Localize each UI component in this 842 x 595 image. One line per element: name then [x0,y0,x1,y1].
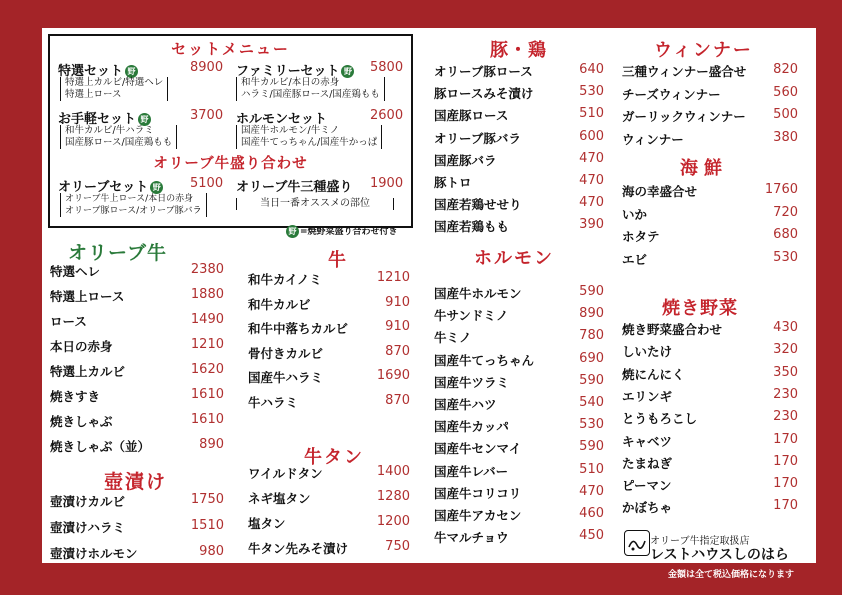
menu-item-price: 870 [385,343,410,359]
menu-item-price: 1620 [190,362,224,377]
footer-note: 金額は全て税込価格になります [668,570,795,580]
menu-item [622,387,798,407]
set-item-desc: 国産牛ホルモン/牛ミノ 国産牛てっちゃん/国産牛かっぱ [236,125,382,149]
tsubo-title: 壺漬け [104,471,168,493]
menu-item-price: 350 [773,364,798,380]
menu-item [50,262,224,282]
menu-item-price: 590 [579,439,604,455]
menu-item [622,182,798,202]
olive-beef-title: オリーブ牛 [68,242,168,264]
menu-item-price: 680 [773,227,798,242]
menu-item-name: ロース [50,314,87,329]
menu-item [434,151,604,171]
menu-item-name: 牛タン先みそ漬け [248,541,349,556]
menu-item [622,454,798,474]
menu-item-name: オリーブ豚ロース [434,64,533,79]
menu-item-price: 510 [579,106,604,122]
menu-item [434,484,604,504]
menu-item-name: 国産牛ハツ [434,397,497,412]
menu-item [622,107,798,127]
set-menu-box [48,34,413,228]
menu-item [622,498,798,518]
menu-item-price: 1490 [190,312,224,327]
set-menu-title: セットメニュー [171,40,290,58]
menu-item-name: 壺漬けカルビ [50,494,126,509]
shop-name: レストハウスしのはら [650,547,789,563]
set-item-olive-three [236,176,352,195]
veg-mark-icon: 野 [286,225,299,238]
menu-item-name: 国産若鶏せせり [434,197,522,213]
menu-item-price: 170 [773,453,798,469]
set-item-price: 3700 [190,108,224,123]
menu-item-price: 530 [579,417,604,433]
menu-item-name: 国産豚バラ [434,152,497,168]
menu-item [622,62,798,82]
menu-item-name: 牛ハラミ [248,394,299,410]
menu-item-name: エリンギ [622,388,673,404]
menu-item-price: 510 [579,461,604,477]
veg-note [286,224,398,238]
beef-title: 牛 [328,250,346,271]
menu-item-name: 和牛中落ちカルビ [248,321,349,336]
menu-item-price: 230 [773,386,798,402]
menu-item-name: 国産牛ホルモン [434,286,522,301]
menu-item [248,270,410,290]
menu-item-name: 焼きすき [50,389,101,404]
menu-item-name: 特選ヘレ [50,264,101,279]
menu-item-price: 470 [579,483,604,499]
menu-item [622,432,798,452]
menu-item-price: 1400 [376,464,410,479]
menu-item-name: 牛サンドミノ [434,308,509,324]
menu-item-name: 国産牛アカセン [434,508,522,523]
menu-item-price: 890 [579,306,604,322]
menu-item-price: 890 [199,437,224,452]
menu-item-price: 470 [579,173,604,188]
menu-item-name: 壺漬けハラミ [50,520,126,535]
menu-item-name: 焼き野菜盛合わせ [622,322,723,337]
menu-item [434,328,604,348]
menu-item-price: 590 [579,284,604,299]
veg-mark-icon: 野 [150,181,163,194]
menu-item [434,462,604,482]
menu-item-price: 450 [579,528,604,544]
olive-assort-title: オリーブ牛盛り合わせ [153,156,308,172]
menu-item [50,544,224,564]
menu-item-name: 国産牛ハラミ [248,370,324,385]
menu-item-price: 2380 [190,262,224,277]
menu-item-price: 470 [579,150,604,166]
menu-item [622,85,798,105]
menu-item [248,489,410,509]
menu-item-name: 壺漬けホルモン [50,546,138,561]
menu-item [434,62,604,82]
menu-item-name: 和牛カイノミ [248,272,322,287]
menu-item [248,344,410,364]
menu-item-price: 980 [199,544,224,559]
menu-item-price: 1690 [376,368,410,383]
menu-item-name: 焼きしゃぶ（並） [50,439,151,454]
set-item-name: 特選セット [58,64,124,79]
menu-item [434,106,604,126]
menu-item [50,362,224,382]
set-item-price: 5100 [190,176,224,191]
menu-item-price: 600 [579,128,604,144]
veg-mark-icon: 野 [138,113,151,126]
set-item-desc: 和牛カルビ/牛ハラミ 国産豚ロース/国産鶏もも [60,125,177,149]
set-item-name: お手軽セット [58,112,137,127]
menu-item-price: 870 [385,392,410,408]
set-item-desc: 当日一番オススメの部位 [236,198,394,210]
menu-item-price: 430 [773,320,798,335]
menu-item-name: とうもろこし [622,411,698,427]
menu-item [248,393,410,413]
menu-item-name: 塩タン [248,516,286,531]
menu-item-name: チーズウィンナー [622,86,721,102]
menu-item-name: 三種ウィンナー盛合せ [622,64,747,79]
menu-item-price: 910 [385,319,410,334]
menu-item [622,250,798,270]
menu-item-name: ホタテ [622,229,660,244]
menu-item [50,518,224,538]
pork-chicken-title: 豚・鶏 [490,40,547,61]
menu-item-name: 国産牛カッパ [434,419,509,435]
menu-item [248,319,410,339]
menu-item [434,506,604,526]
menu-item [434,217,604,237]
set-item-desc: 特選上カルビ/特選ヘレ 特選上ロース [60,77,168,101]
menu-item-price: 530 [773,249,798,265]
menu-item [50,337,224,357]
menu-item [622,320,798,340]
tongue-title: 牛タン [304,447,364,468]
menu-item-price: 690 [579,350,604,366]
menu-item [434,284,604,304]
menu-item-name: 国産牛ツラミ [434,374,510,390]
menu-item [434,173,604,193]
menu-item-name: ネギ塩タン [248,491,311,506]
menu-item [434,417,604,437]
menu-item-name: かぼちゃ [622,500,673,516]
menu-item-price: 320 [773,342,798,358]
menu-item [50,492,224,512]
menu-item [434,439,604,459]
menu-item-price: 640 [579,62,604,77]
menu-item [622,130,798,150]
menu-item-price: 380 [773,129,798,145]
menu-item-price: 470 [579,195,604,211]
menu-item [434,373,604,393]
menu-item [622,342,798,362]
set-item-price: 2600 [370,108,404,123]
menu-item-name: ワイルドタン [248,466,323,481]
menu-item-name: 牛マルチョウ [434,530,509,546]
menu-item-name: 国産牛てっちゃん [434,352,535,368]
menu-item-price: 390 [579,217,604,233]
menu-item-name: ウィンナー [622,131,684,147]
seafood-title: 海鮮 [680,158,728,179]
menu-item-price: 820 [773,62,798,77]
menu-item-price: 1210 [376,270,410,285]
menu-item-price: 540 [579,395,604,410]
menu-item-price: 1880 [190,287,224,302]
menu-item [434,395,604,415]
menu-item-name: ガーリックウィンナー [622,109,746,124]
menu-item [248,539,410,559]
veg-note-text: =焼野菜盛り合わせ付き [300,227,398,237]
veg-mark-icon: 野 [341,65,354,78]
menu-item-name: 国産若鶏もも [434,219,510,235]
set-item-price: 1900 [370,176,404,191]
menu-item [50,437,224,457]
menu-item-price: 590 [579,372,604,388]
menu-item-name: オリーブ豚バラ [434,130,521,146]
menu-item-price: 530 [579,84,604,100]
menu-item-price: 720 [773,204,798,220]
menu-item [434,195,604,215]
shop-logo-icon [624,530,650,556]
menu-item [622,205,798,225]
menu-item-price: 170 [773,498,798,514]
menu-item-name: 海の幸盛合せ [622,184,698,199]
menu-item-name: 和牛カルビ [248,296,311,312]
menu-item [622,365,798,385]
set-item-name: オリーブ牛三種盛り [236,180,353,195]
set-item-name: ホルモンセット [236,112,328,127]
menu-item-price: 500 [773,107,798,122]
menu-item-name: 牛ミノ [434,330,472,346]
menu-item [50,287,224,307]
menu-item [434,129,604,149]
menu-item-name: 国産牛センマイ [434,441,522,457]
menu-item [50,312,224,332]
menu-item-name: 焼きしゃぶ [50,414,113,429]
menu-item [248,464,410,484]
menu-item [434,528,604,548]
menu-item [434,306,604,326]
menu-item [622,227,798,247]
set-item-name: オリーブセット [58,180,149,195]
wiener-title: ウィンナー [654,40,753,61]
menu-item-price: 910 [385,294,410,310]
menu-item [50,387,224,407]
menu-item-name: 国産豚ロース [434,108,509,124]
menu-item-name: しいたけ [622,344,673,360]
menu-item-price: 1280 [376,489,410,504]
menu-item-price: 1750 [190,492,224,507]
menu-item-name: 特選上ロース [50,289,125,304]
menu-item [434,351,604,371]
menu-item-price: 170 [773,431,798,447]
menu-item-name: たまねぎ [622,455,673,471]
menu-item-name: 豚トロ [434,175,472,190]
menu-item [248,368,410,388]
menu-item-price: 1200 [376,514,410,529]
menu-item [248,514,410,534]
menu-item-price: 780 [579,328,604,344]
menu-item-price: 230 [773,409,798,425]
menu-item [622,476,798,496]
shop-subtitle: オリーブ牛指定取扱店 [650,536,750,547]
menu-item-price: 750 [385,539,410,554]
set-item-price: 5800 [370,60,404,75]
menu-item-name: 焼にんにく [622,366,685,382]
menu-item-name: 国産牛レバー [434,463,509,479]
menu-item-price: 1610 [190,412,224,427]
set-item-desc: オリーブ牛上ロース/本日の赤身 オリーブ豚ロース/オリーブ豚バラ [60,193,207,217]
set-item-name: ファミリーセット [236,64,340,79]
set-item-price: 8900 [190,60,224,75]
menu-item [50,412,224,432]
menu-item [248,295,410,315]
menu-item-price: 1210 [190,337,224,352]
menu-item [434,84,604,104]
menu-item-price: 560 [773,84,798,100]
menu-item-name: ピーマン [622,478,672,494]
menu-item-price: 1610 [190,387,224,402]
set-item-desc: 和牛カルビ/本日の赤身 ハラミ/国産豚ロース/国産鶏もも [236,77,385,101]
menu-item-price: 460 [579,506,604,521]
veggies-title: 焼き野菜 [662,298,738,319]
menu-item-price: 1510 [190,518,224,533]
menu-item [622,409,798,429]
menu-item-name: 豚ロースみそ漬け [434,86,534,102]
menu-item-price: 170 [773,476,798,492]
menu-item-name: キャベツ [622,433,673,449]
menu-item-name: いか [622,206,648,222]
menu-item-name: 骨付きカルビ [248,345,324,361]
veg-mark-icon: 野 [125,65,138,78]
menu-item-name: 本日の赤身 [50,339,113,354]
hormone-title: ホルモン [474,248,554,269]
menu-item-name: エビ [622,251,648,267]
menu-item-price: 1760 [764,182,798,197]
menu-item-name: 国産牛コリコリ [434,485,522,501]
menu-item-name: 特選上カルビ [50,364,126,379]
